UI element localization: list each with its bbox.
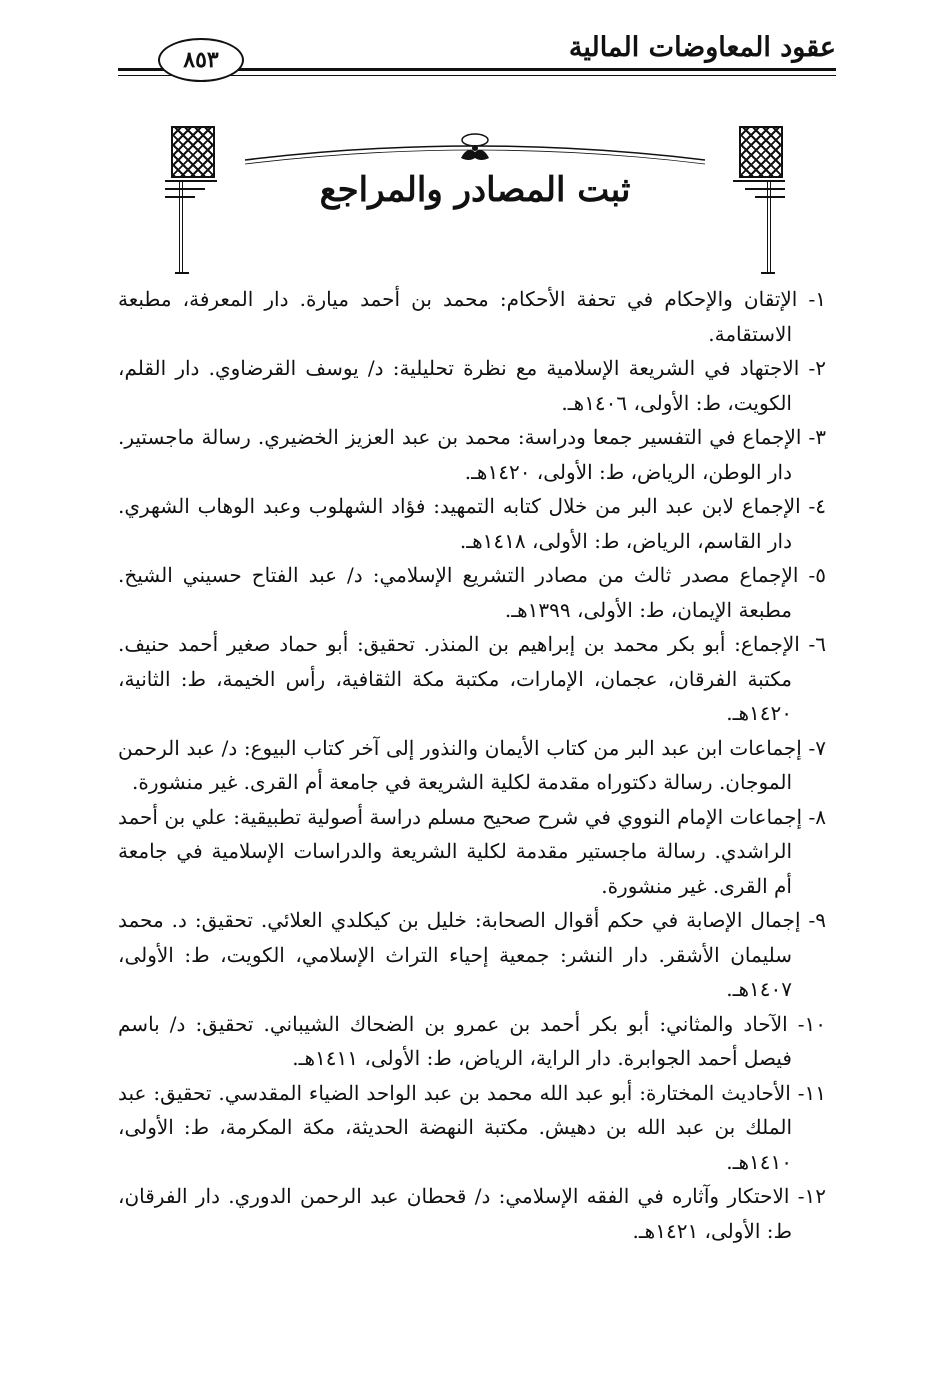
reference-number: ١١- xyxy=(797,1080,826,1105)
reference-number: ٧- xyxy=(808,735,827,760)
reference-item xyxy=(118,558,826,627)
reference-text: الأحاديث المختارة: أبو عبد الله محمد بن عبد الواحد الضياء المقدسي. تحقيق: عبد الملك بن عبد الله بن دهيش. مكتبة النهضة الحديثة، مكة المكرمة، ط: الأولى، ١٤١٠هـ. xyxy=(118,1080,792,1174)
reference-number: ١- xyxy=(808,287,827,311)
reference-number: ٤- xyxy=(808,494,826,518)
reference-text: إجماعات ابن عبد البر من كتاب الأيمان والنذور إلى آخر كتاب البيوع: د/ عبد الرحمن الموجان. رسالة دكتوراه مقدمة لكلية الشريعة في جامعة أم القرى. غير منشورة. xyxy=(118,735,802,794)
reference-text: الاجتهاد في الشريعة الإسلامية مع نظرة تحليلية: د/ يوسف القرضاوي. دار القلم، الكويت، ط: الأولى، ١٤٠٦هـ. xyxy=(118,356,800,415)
references-list xyxy=(118,282,826,1248)
reference-text: إجمال الإصابة في حكم أقوال الصحابة: خليل بن كيكلدي العلائي. تحقيق: د. محمد سليمان الأشقر. دار النشر: جمعية إحياء التراث الإسلامي، الكويت، ط: الأولى، ١٤٠٧هـ. xyxy=(118,908,801,1001)
reference-number: ١٢- xyxy=(797,1184,826,1208)
reference-number: ١٠- xyxy=(797,1011,826,1036)
reference-item xyxy=(118,731,826,800)
reference-number: ٨- xyxy=(808,804,827,829)
section-banner xyxy=(165,118,785,278)
reference-item xyxy=(118,489,826,558)
reference-number: ٢- xyxy=(808,356,826,380)
reference-item xyxy=(118,420,826,489)
reference-item xyxy=(118,1076,826,1180)
finial-ornament-icon xyxy=(461,134,489,160)
reference-item xyxy=(118,1007,826,1076)
reference-item xyxy=(118,903,826,1007)
reference-text: الآحاد والمثاني: أبو بكر أحمد بن عمرو بن الضحاك الشيباني. تحقيق: د/ باسم فيصل أحمد الجوابرة. دار الراية، الرياض، ط: الأولى، ١٤١١هـ. xyxy=(118,1011,792,1070)
reference-item xyxy=(118,351,826,420)
running-title: عقود المعاوضات المالية xyxy=(568,32,836,63)
reference-text: إجماعات الإمام النووي في شرح صحيح مسلم دراسة أصولية تطبيقية: علي بن أحمد الراشدي. رسالة ماجستير مقدمة لكلية الشريعة والدراسات الإسلامية في جامعة أم القرى. غير منشورة. xyxy=(118,804,803,898)
reference-number: ٥- xyxy=(808,563,827,587)
reference-item xyxy=(118,627,826,731)
reference-text: الإتقان والإحكام في تحفة الأحكام: محمد بن أحمد ميارة. دار المعرفة، مطبعة الاستقامة. xyxy=(118,287,798,346)
reference-item xyxy=(118,282,826,351)
reference-text: الإجماع في التفسير جمعا ودراسة: محمد بن عبد العزيز الخضيري. رسالة ماجستير. دار الوطن، الرياض، ط: الأولى، ١٤٢٠هـ. xyxy=(118,425,802,484)
section-title: ثبت المصادر والمراجع xyxy=(319,170,631,210)
reference-text: الإجماع مصدر ثالث من مصادر التشريع الإسلامي: د/ عبد الفتاح حسيني الشيخ. مطبعة الإيمان، ط: الأولى، ١٣٩٩هـ. xyxy=(118,563,799,622)
reference-text: الإجماع لابن عبد البر من خلال كتابه التمهيد: فؤاد الشهلوب وعبد الوهاب الشهري. دار القاسم، الرياض، ط: الأولى، ١٤١٨هـ. xyxy=(118,494,801,553)
reference-number: ٣- xyxy=(808,425,827,449)
page-header xyxy=(118,30,836,90)
reference-item xyxy=(118,800,826,904)
reference-item xyxy=(118,1179,826,1248)
reference-number: ٦- xyxy=(808,632,827,656)
page-number: ٨٥٣ xyxy=(158,38,244,82)
reference-text: الاحتكار وآثاره في الفقه الإسلامي: د/ قحطان عبد الرحمن الدوري. دار الفرقان، ط: الأولى، ١٤٢١هـ. xyxy=(118,1184,792,1243)
reference-text: الإجماع: أبو بكر محمد بن إبراهيم بن المنذر. تحقيق: أبو حماد صغير أحمد حنيف. مكتبة الفرقان، عجمان، الإمارات، مكتبة مكة الثقافية، رأس الخيمة، ط: الثانية، ١٤٢٠هـ. xyxy=(118,632,800,725)
reference-number: ٩- xyxy=(808,908,826,932)
